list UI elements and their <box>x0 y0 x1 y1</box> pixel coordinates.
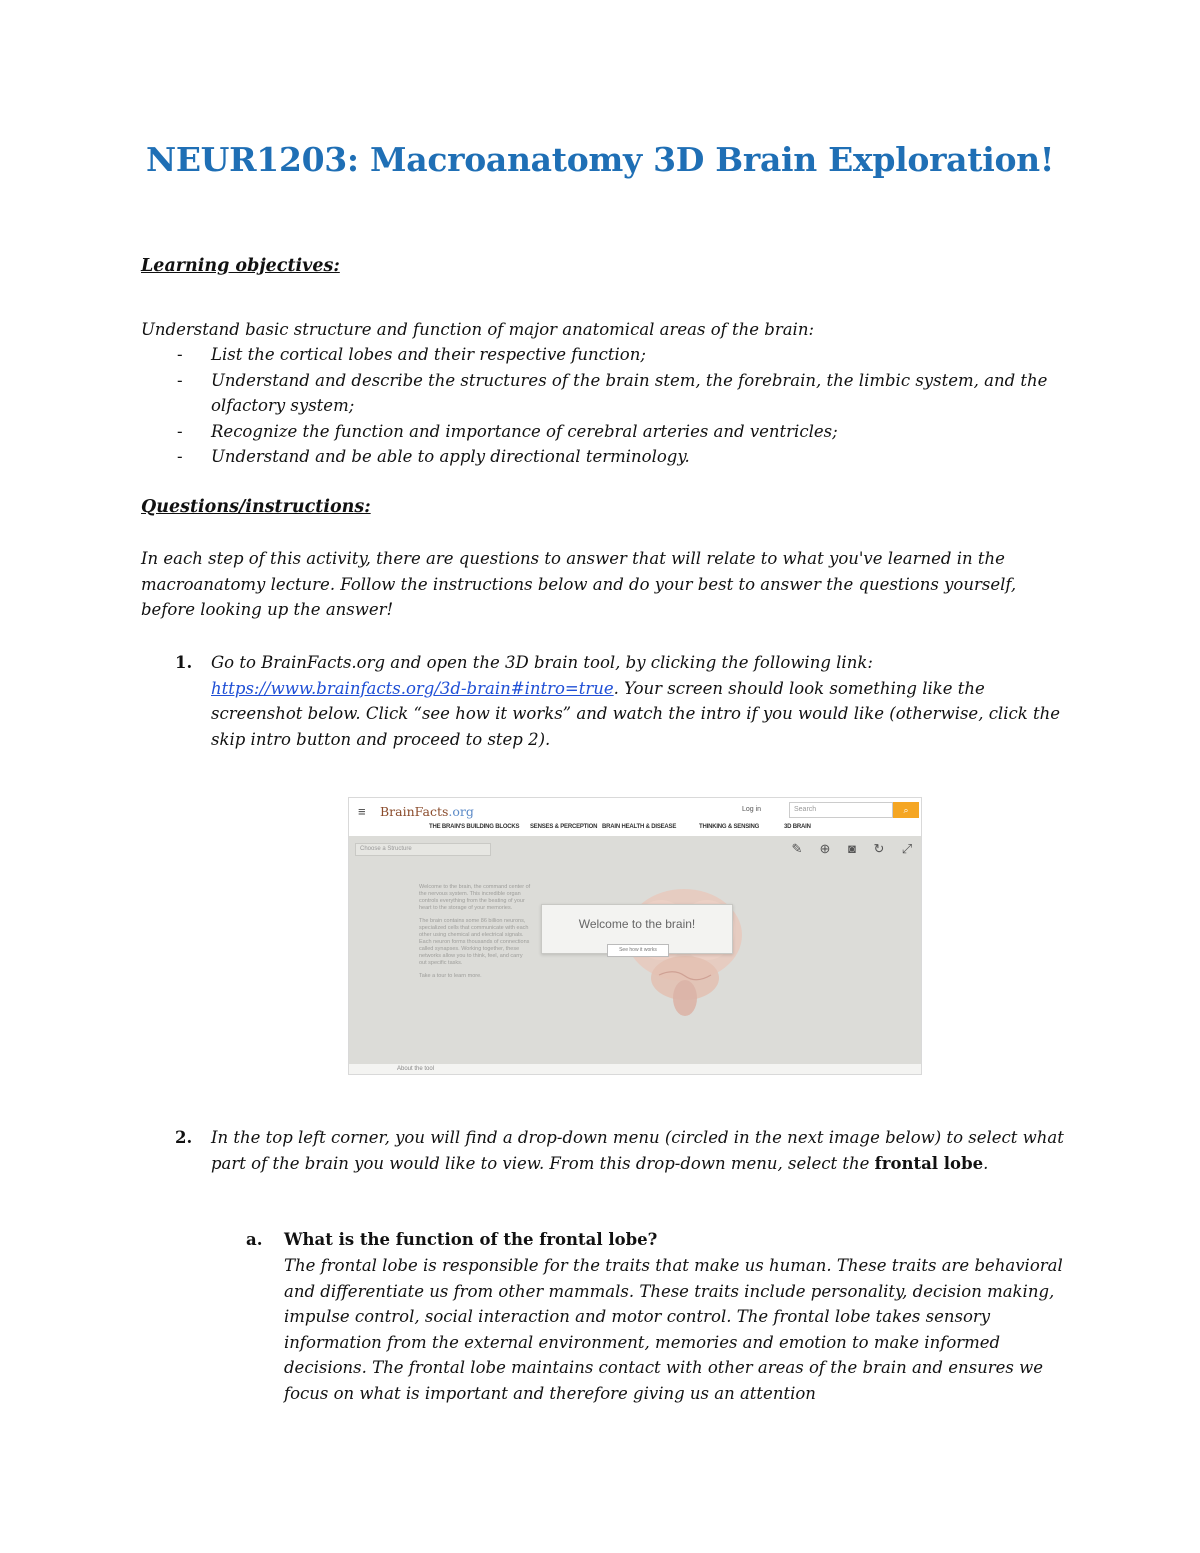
nav-item[interactable]: SENSES & PERCEPTION <box>530 824 598 830</box>
objective-text: Understand and describe the structures of the brain stem, the forebrain, the limbic system, and the olfactory system; <box>211 370 1048 415</box>
sub-question-text: What is the function of the frontal lobe? <box>284 1230 658 1249</box>
intro-paragraph: Take a tour to learn more. <box>419 973 482 979</box>
site-nav <box>349 822 921 837</box>
intro-paragraph: Welcome to the brain, the command center of the nervous system. This incredible organ controls everything from the beating of your heart to the storage of your memories. <box>419 884 531 911</box>
objective-item <box>141 419 1066 445</box>
nav-item[interactable]: THINKING & SENSING <box>699 824 760 830</box>
logo-suffix: .org <box>448 804 474 819</box>
nav-item[interactable]: BRAIN HEALTH & DISEASE <box>602 824 677 830</box>
brainfacts-link[interactable]: https://www.brainfacts.org/3d-brain#intro=true <box>211 678 614 698</box>
welcome-title: Welcome to the brain! <box>578 917 696 931</box>
page-title: NEUR1203: Macroanatomy 3D Brain Exploration! <box>145 140 1055 179</box>
intro-paragraph: The brain contains some 86 billion neurons, specialized cells that communicate with each other using chemical and electrical signals. Each neuron forms thousands of connections called synapses. Working together, these networks allow you to think, feel, and carry out specific tasks. <box>419 918 530 966</box>
step-2-text <box>211 1125 1066 1176</box>
frontal-lobe-emphasis: frontal lobe <box>874 1153 984 1173</box>
objectives-list <box>141 342 1066 470</box>
menu-icon[interactable]: ≡ <box>358 804 366 819</box>
bullet-dash: - <box>177 370 183 390</box>
brain-viewer <box>349 836 921 1075</box>
bullet-dash: - <box>177 447 183 466</box>
sub-question-label: a. <box>246 1230 263 1249</box>
step-1-text-after: . Your screen should look something like the screenshot below. Click “see how it works” and watch the intro if you would like (otherwise, click the skip intro button and proceed to step 2). <box>211 678 1060 749</box>
step-1-text <box>211 650 1066 752</box>
search-icon[interactable]: ⌕ <box>893 802 919 818</box>
about-tool-link[interactable]: About the tool <box>349 1064 921 1075</box>
nav-item[interactable]: 3D BRAIN <box>784 824 811 830</box>
fullscreen-icon[interactable]: ⤢ <box>901 841 913 856</box>
pencil-icon[interactable]: ✎ <box>791 841 803 856</box>
questions-intro: In each step of this activity, there are questions to answer that will relate to what you've learned in the macroanatomy lecture. Follow the instructions below and do your best to answer the questions yourself, before looking up the answer! <box>141 549 1017 619</box>
objective-text: List the cortical lobes and their respective function; <box>211 345 646 364</box>
step-number: 1. <box>175 653 193 672</box>
intro-text <box>419 884 531 986</box>
objective-item <box>141 342 1066 368</box>
structure-dropdown[interactable]: Choose a Structure <box>355 843 491 856</box>
questions-heading: Questions/instructions: <box>141 497 371 517</box>
objective-item <box>141 444 1066 470</box>
step-2-text-body: In the top left corner, you will find a drop-down menu (circled in the next image below) to select what part of the brain you would like to view. From this drop-down menu, select the <box>211 1128 1064 1173</box>
learning-intro: Understand basic structure and function of major anatomical areas of the brain: <box>141 320 815 339</box>
see-how-it-works-button[interactable]: See how it works <box>607 944 669 957</box>
objective-text: Recognize the function and importance of cerebral arteries and ventricles; <box>211 421 838 441</box>
logo-main: BrainFacts <box>380 804 449 819</box>
step-1-text-before: Go to BrainFacts.org and open the 3D brain tool, by clicking the following link: <box>211 653 873 672</box>
bullet-dash: - <box>177 421 183 441</box>
site-header <box>349 798 921 823</box>
sub-question-answer: The frontal lobe is responsible for the traits that make us human. These traits are behavioral and differentiate us from other mammals. These traits include personality, decision making, impulse control, social interaction and motor control. The frontal lobe takes sensory information from the external environment, memories and emotion to make informed decisions. The frontal lobe maintains contact with other areas of the brain and ensures we focus on what is important and therefore giving us an attention <box>284 1256 1063 1403</box>
nav-item[interactable]: THE BRAIN'S BUILDING BLOCKS <box>429 824 520 830</box>
zoom-icon[interactable]: ⊕ <box>819 841 831 856</box>
rotate-icon[interactable]: ↻ <box>873 841 885 856</box>
bullet-dash: - <box>177 345 183 364</box>
objective-item <box>141 368 1066 419</box>
brainfacts-logo[interactable] <box>380 804 474 819</box>
step-number: 2. <box>175 1128 193 1147</box>
login-link[interactable]: Log in <box>742 806 762 813</box>
brainfacts-screenshot <box>348 797 922 1075</box>
search-input[interactable]: Search <box>789 802 893 818</box>
objective-text: Understand and be able to apply directional terminology. <box>211 447 690 466</box>
camera-icon[interactable]: ◙ <box>848 841 856 856</box>
welcome-dialog-overlay <box>541 904 731 952</box>
learning-objectives-heading: Learning objectives: <box>141 256 340 276</box>
step-2-text-end: . <box>983 1153 989 1173</box>
